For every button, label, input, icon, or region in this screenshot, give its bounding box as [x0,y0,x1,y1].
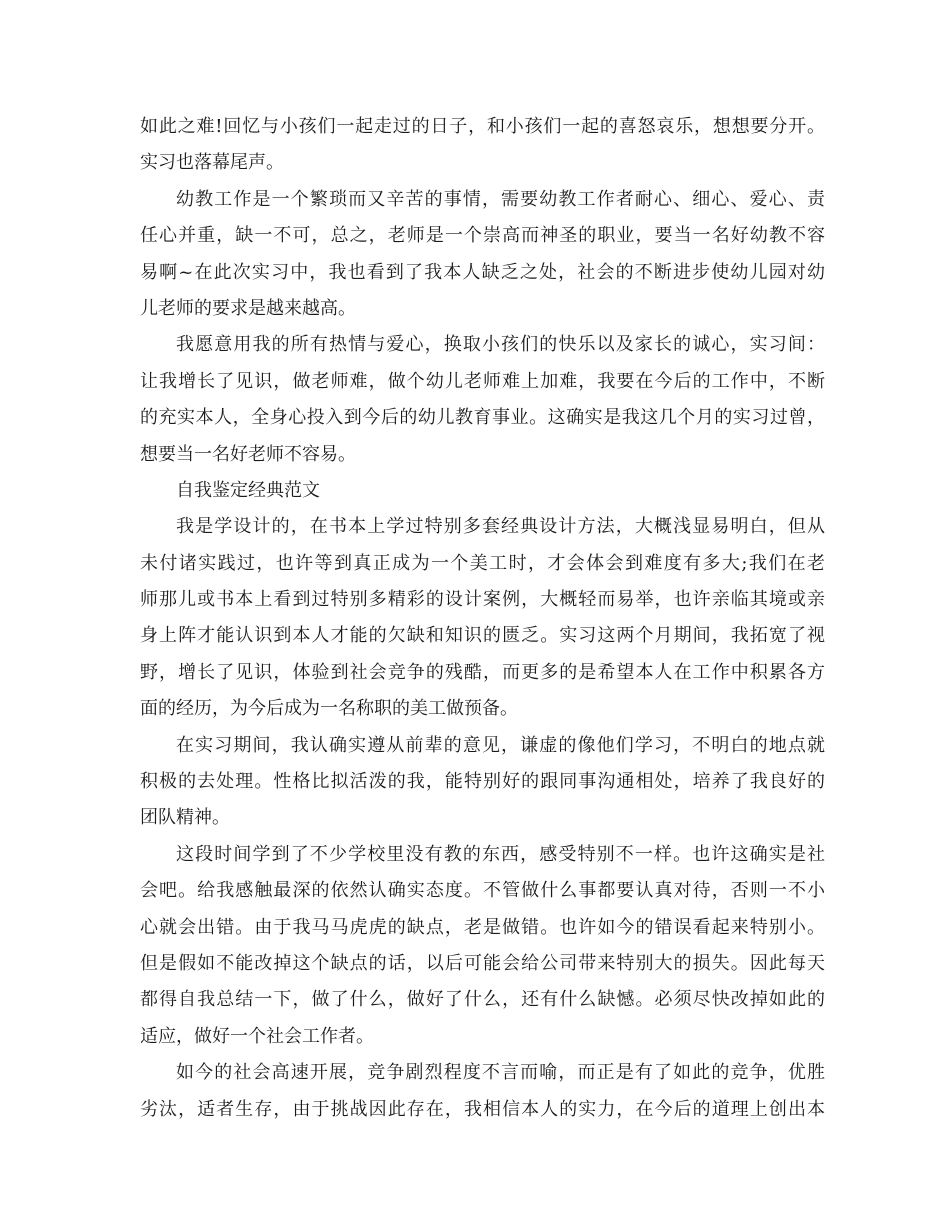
text-line: 如今的社会高速开展，竞争剧烈程度不言而喻，而正是有了如此的竞争，优胜 [176,1062,825,1084]
text-line: 让我增长了见识，做老师难，做个幼儿老师难上加难，我要在今后的工作中，不断 [140,370,825,392]
text-line: 幼教工作是一个繁琐而又辛苦的事情，需要幼教工作者耐心、细心、爱心、责 [176,188,825,210]
text-line: 这段时间学到了不少学校里没有教的东西，感受特别不一样。也许这确实是社 [176,843,825,865]
text-line: 师那儿或书本上看到过特别多精彩的设计案例，大概轻而易举，也许亲临其境或亲 [140,589,825,611]
document-body [140,109,825,1128]
text-line: 实习也落幕尾声。 [140,152,284,174]
text-line: 团队精神。 [140,807,230,829]
text-line: 适应，做好一个社会工作者。 [140,1025,374,1047]
text-line: 我愿意用我的所有热情与爱心，换取小孩们的快乐以及家长的诚心，实习间： [176,334,825,356]
text-line: 身上阵才能认识到本人才能的欠缺和知识的匮乏。实习这两个月期间，我拓宽了视 [140,625,825,647]
text-line: 的充实本人，全身心投入到今后的幼儿教育事业。这确实是我这几个月的实习过曾， [140,407,825,429]
text-line: 心就会出错。由于我马马虎虎的缺点，老是做错。也许如今的错误看起来特别小。 [140,916,825,938]
text-line: 易啊~在此次实习中，我也看到了我本人缺乏之处，社会的不断进步使幼儿园对幼 [140,261,825,283]
text-line: 我是学设计的，在书本上学过特别多套经典设计方法，大概浅显易明白，但从 [176,516,825,538]
text-line: 但是假如不能改掉这个缺点的话，以后可能会给公司带来特别大的损失。因此每天 [140,952,825,974]
text-line: 儿老师的要求是越来越高。 [140,297,356,319]
text-line: 自我鉴定经典范文 [176,479,320,501]
text-line: 如此之难!回忆与小孩们一起走过的日子，和小孩们一起的喜怒哀乐，想想要分开。 [140,116,825,137]
text-line: 面的经历，为今后成为一名称职的美工做预备。 [140,698,518,720]
text-line: 在实习期间，我认确实遵从前辈的意见，谦虚的像他们学习，不明白的地点就 [176,734,825,756]
text-line: 任心并重，缺一不可，总之，老师是一个崇高而神圣的职业，要当一名好幼教不容 [140,225,825,247]
text-line: 想要当一名好老师不容易。 [140,443,356,465]
text-line: 会吧。给我感触最深的依然认确实态度。不管做什么事都要认真对待，否则一不小 [140,880,825,902]
text-line: 劣汰，适者生存，由于挑战因此存在，我相信本人的实力，在今后的道理上创出本 [140,1098,825,1120]
text-line: 都得自我总结一下，做了什么，做好了什么，还有什么缺憾。必须尽快改掉如此的 [140,989,825,1011]
text-line: 野，增长了见识，体验到社会竞争的残酷，而更多的是希望本人在工作中积累各方 [140,661,825,683]
text-line: 未付诸实践过，也许等到真正成为一个美工时，才会体会到难度有多大;我们在老 [140,552,825,574]
text-line: 积极的去处理。性格比拟活泼的我，能特别好的跟同事沟通相处，培养了我良好的 [140,771,825,793]
